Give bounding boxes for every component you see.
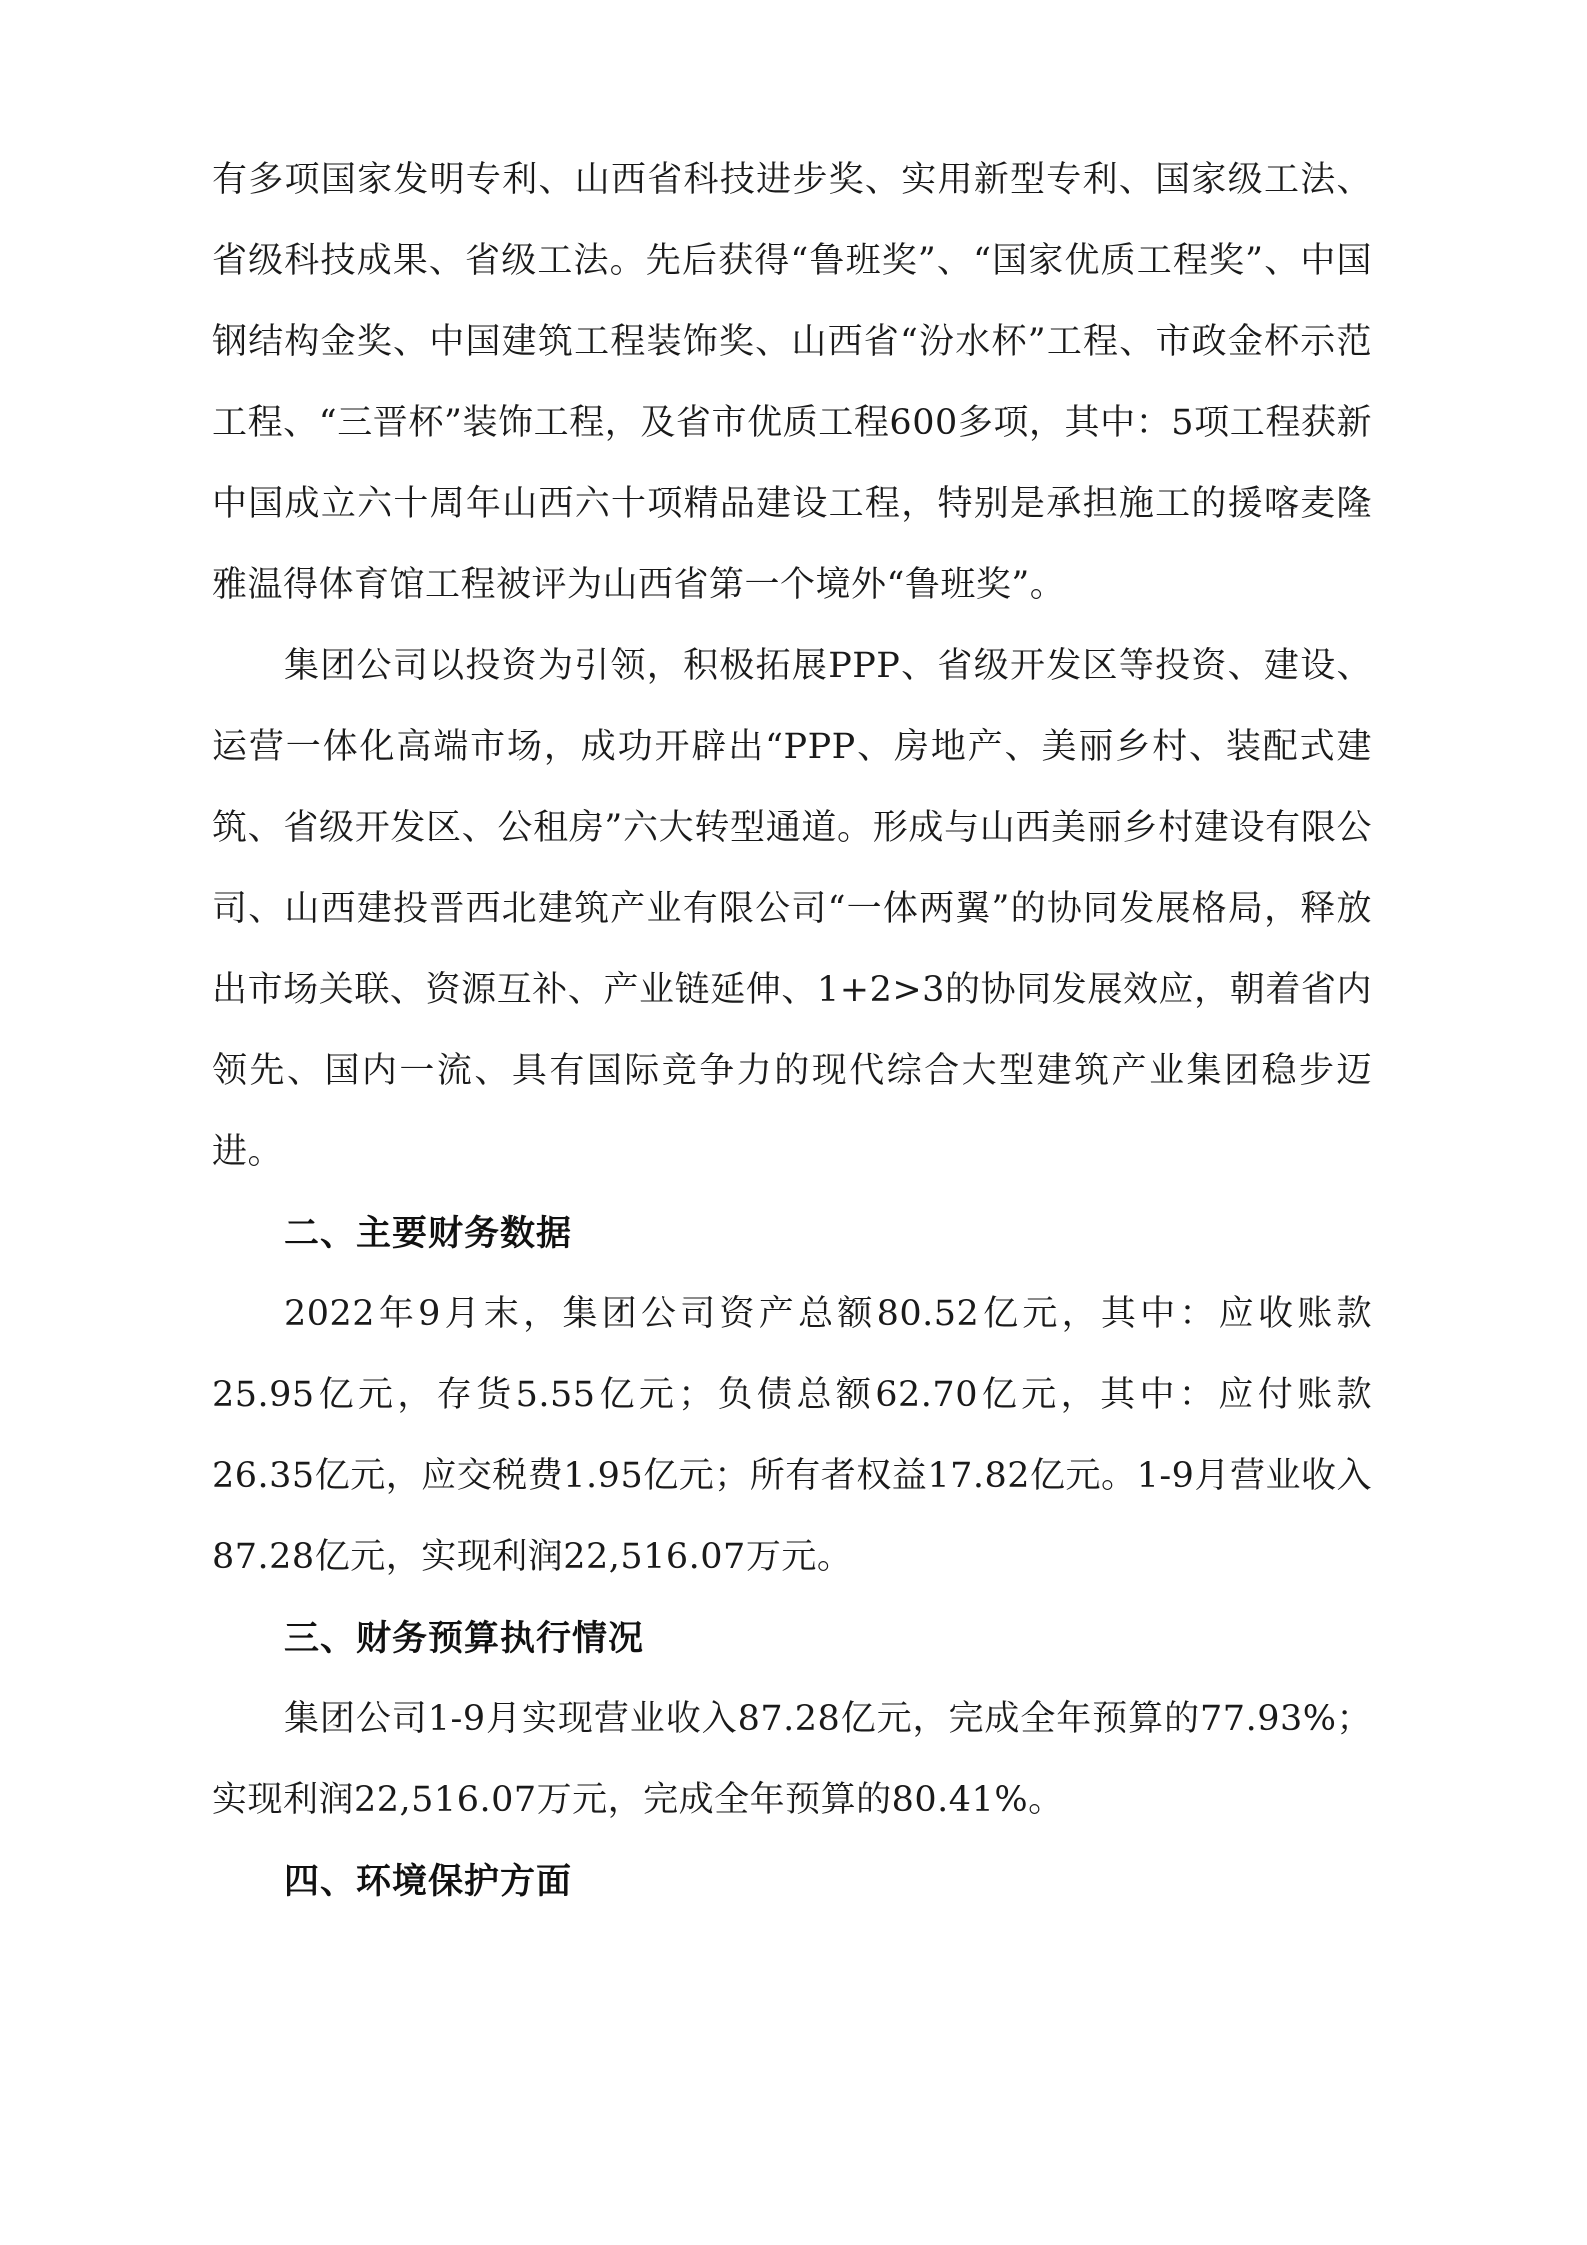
heading-financial-data: 二、主要财务数据 bbox=[284, 1213, 573, 1254]
paragraph-achievements: 有多项国家发明专利、山西省科技进步奖、实用新型专利、国家级工法、省级科技成果、省级工法。先后获得“鲁班奖”、“国家优质工程奖”、中国钢结构金奖、中国建筑工程装饰奖、山西省“汾水杯”工程、市政金杯示范工程、“三晋杯”装饰工程，及省市优质工程600多项，其中：5项工程获新中国成立六十周年山西六十项精品建设工程，特别是承担施工的援喀麦隆雅温得体育馆工程被评为山西省第一个境外“鲁班奖”。 bbox=[212, 160, 1372, 605]
paragraph-budget-execution: 集团公司1-9月实现营业收入87.28亿元，完成全年预算的77.93%；实现利润22,516.07万元，完成全年预算的80.41%。 bbox=[212, 1699, 1372, 1820]
heading-budget-execution: 三、财务预算执行情况 bbox=[284, 1618, 645, 1659]
document-body bbox=[212, 140, 1372, 1922]
paragraph-financial-data: 2022年9月末，集团公司资产总额80.52亿元，其中：应收账款25.95亿元，存货5.55亿元；负债总额62.70亿元，其中：应付账款26.35亿元，应交税费1.95亿元；所有者权益17.82亿元。1-9月营业收入87.28亿元，实现利润22,516.07万元。 bbox=[212, 1294, 1372, 1577]
paragraph-investment: 集团公司以投资为引领，积极拓展PPP、省级开发区等投资、建设、运营一体化高端市场，成功开辟出“PPP、房地产、美丽乡村、装配式建筑、省级开发区、公租房”六大转型通道。形成与山西美丽乡村建设有限公司、山西建投晋西北建筑产业有限公司“一体两翼”的协同发展格局，释放出市场关联、资源互补、产业链延伸、1+2>3的协同发展效应，朝着省内领先、国内一流、具有国际竞争力的现代综合大型建筑产业集团稳步迈进。 bbox=[212, 646, 1372, 1172]
heading-environment-protection: 四、环境保护方面 bbox=[284, 1861, 573, 1902]
